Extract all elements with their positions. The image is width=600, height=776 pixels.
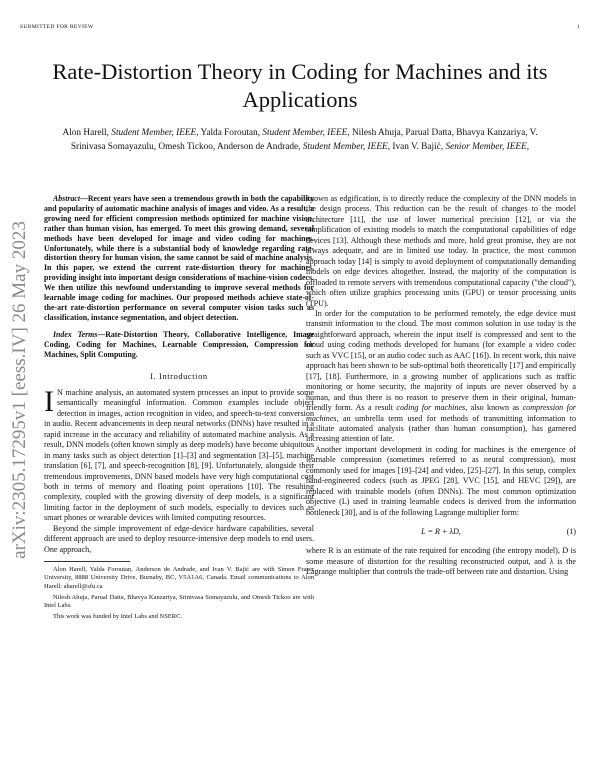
author-name: Yalda Foroutan, bbox=[200, 128, 261, 138]
author-name: Ivan V. Bajić, bbox=[392, 141, 444, 152]
left-column bbox=[44, 194, 314, 624]
equation bbox=[306, 526, 576, 538]
arxiv-sidebar bbox=[8, 200, 32, 580]
page-number: 1 bbox=[576, 24, 580, 30]
abstract bbox=[44, 194, 314, 323]
index-terms bbox=[44, 330, 314, 360]
author-role: Student Member, IEEE, bbox=[262, 128, 350, 138]
author-role: Senior Member, IEEE, bbox=[445, 141, 530, 152]
drop-cap: I bbox=[44, 384, 54, 418]
emphasis: compression for machines bbox=[306, 403, 577, 423]
body-paragraph: known as edgification, is to directly reduce the complexity of the DNN models in the design process. This reduction can be the result of changes to the model architecture [11], the use of lower numerical precision [12], or via the simplification of existing models to match the computational capabilities of edge devices [13]. Although these methods and more, hold great promise, they are not always adequate, and are in limited use today. In practice, the most common approach today [14] is simply to avoid deployment of computationally demanding models on edge devices altogether. Instead, the majority of the computation is offloaded to remote servers with tremendous computational capacity ("the cloud"), which often utilize graphics processing units (GPU) or tensor processing units (TPU). bbox=[306, 194, 576, 308]
body-text: , also known as bbox=[465, 403, 520, 413]
equation-number: (1) bbox=[566, 527, 576, 537]
intro-paragraph-2: Beyond the simple improvement of edge-device hardware capabilities, several different approach are used to deploy resource-intensive deep models to end users. One approach, bbox=[44, 523, 314, 554]
author-name: Alon Harell, bbox=[62, 128, 109, 138]
running-header bbox=[20, 24, 580, 34]
footnote: Alon Harell, Yalda Foroutan, Anderson de Andrade, and Ivan V. Bajić are with Simon Fraser University, 8888 University Drive, Burnaby, BC, V5A1A6, Canada. Email communications to Alon Harell: aharell@sfu.ca bbox=[44, 566, 314, 590]
body-text: , an umbrella term used for methods of transmitting information to facilitate automated analysis (rather than human consumption), has garnered increasing attention of late. bbox=[306, 413, 576, 444]
footnote: Nilesh Ahuja, Parual Datta, Bhavya Kanzariya, Srinivasa Somayazulu, and Omesh Tickoo are with Intel Labs. bbox=[44, 593, 314, 610]
body-paragraph: Another important development in coding for machines is the emergence of learnable compression (sometimes referred to as neural compression), most commonly used for images [19]–[24] and video, [25]–[27]. In this setup, complex hand-engineered codecs (such as JPEG [28], VVC [15], and HEVC [29]), are replaced with trainable models (often DNNs). The most common optimization objective (L) used in training learnable codecs is derived from the information bottleneck [30], and is of the following Lagrange multiplier form: bbox=[306, 444, 576, 517]
abstract-text: —Recent years have seen a tremendous growth in both the capability and popularity of automatic machine analysis of images and video. As a result, a growing need for efficient compression methods optimized for machine vision, rather than human vision, has emerged. To meet this growing demand, several methods have been developed for image and video coding for machines. Unfortunately, while there is a substantial body of knowledge regarding rate-distortion theory for human vision, the same cannot be said of machine analysis. In this paper, we extend the current rate-distortion theory for machines, providing insight into important design considerations of machine-vision codecs. We then utilize this newfound understanding to improve several methods for learnable image coding for machines. Our proposed methods achieve state-of-the-art rate-distortion performance on several computer vision tasks such as classification, instance segmentation, and object detection. bbox=[44, 194, 314, 322]
index-terms-text: —Rate-Distortion Theory, Collaborative Intelligence, Image Coding, Coding for Machines, Learnable Compression, Compression for Machines, Split Computing. bbox=[44, 329, 314, 359]
emphasis: coding for machines bbox=[396, 403, 466, 413]
author-role: Student Member, IEEE, bbox=[302, 141, 391, 152]
body-text: In order for the computation to be performed remotely, the edge device must transmit information to the cloud. The most common solution in use today is the straightforward approach, wherein the input itself is compressed and sent to the cloud using coding methods developed for humans (for example a video codec such as VVC [15], or an audio codec such as AAC [16]). In recent work, this naive approach has been shown to be sub-optimal both theoretically [17] and empirically [17], [18]. Furthermore, in a growing number of applications such as traffic monitoring or home security, the majority of inputs are never observed by a human, and thus there is no reason to preserve them in their original, human-friendly form. As a result bbox=[306, 308, 576, 413]
body-paragraph bbox=[306, 309, 576, 445]
intro-paragraph bbox=[44, 384, 314, 524]
author-list bbox=[48, 127, 552, 154]
abstract-label: Abstract bbox=[53, 194, 81, 203]
right-column bbox=[306, 194, 576, 577]
paper-title: Rate-Distortion Theory in Coding for Machines and its Applications bbox=[52, 59, 548, 112]
author-name: Nilesh Ahuja, Parual Datta, Bhavya Kanzariya, V. Srinivasa Somayazulu, Omesh Tickoo, Anderson de Andrade, bbox=[70, 128, 538, 152]
footnote-divider bbox=[44, 561, 130, 562]
intro-text: N machine analysis, an automated system processes an input to provide some semantically meaningful information. Common examples include object detection in images, action recognition in video, and speech-to-text conversion in audio. Recent advancements in deep neural networks (DNNs) have resulted in a rapid increase in the accuracy and reliability of automated machine analysis. As a result, DNN models (often known simply as deep models) have become ubiquitous in many tasks such as object detection [1]–[3] and segmentation [3]–[5], machine translation [6], [7], and speech-recognition [8], [9]. Unfortunately, alongside their tremendous improvements, DNN based models have very high computational cost both in terms of memory and floating point operations [10]. The resulting complexity, coupled with the growing diversity of deep models, is a significant limiting factor in the deployment of such models, especially to devices such as smart phones or wearable devices with limited computing resources. bbox=[44, 387, 314, 523]
equation-body: L = R + λD, bbox=[421, 527, 461, 537]
index-terms-label: Index Terms bbox=[53, 329, 98, 339]
arxiv-stamp: arXiv:2305.17295v1 [eess.IV] 26 May 2023 bbox=[9, 221, 30, 559]
running-head-text: SUBMITTED FOR REVIEW bbox=[20, 24, 94, 30]
author-role: Student Member, IEEE, bbox=[111, 128, 199, 138]
section-heading: I. Introduction bbox=[150, 371, 208, 381]
body-paragraph: where R is an estimate of the rate required for encoding (the entropy model), D is some measure of distortion for the resulting reconstructed output, and λ is the Lagrange multiplier that controls the trade-off between rate and distortion. Using bbox=[306, 546, 576, 576]
footnote: This work was funded by Intel Labs and NSERC. bbox=[53, 613, 183, 621]
